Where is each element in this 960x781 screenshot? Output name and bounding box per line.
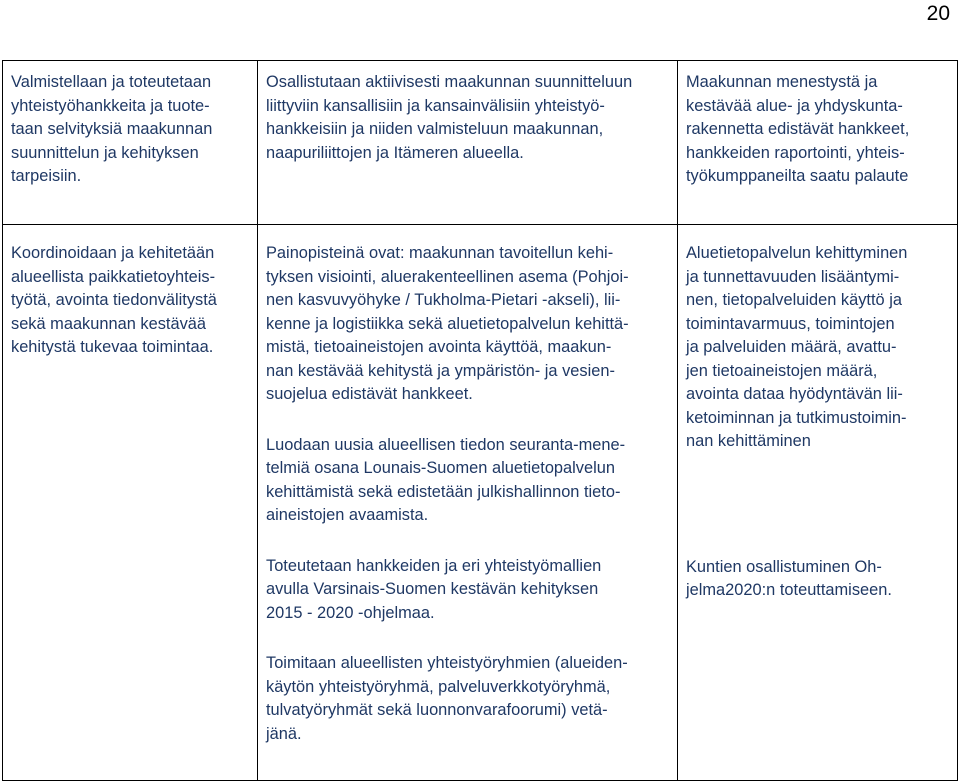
paragraph: Toteutetaan hankkeiden ja eri yhteistyömallien avulla Varsinais-Suomen kestävän kehityksen 2015 - 2020 -ohjelmaa. (266, 556, 602, 622)
page-number: 20 (926, 2, 950, 25)
table-row (3, 61, 958, 225)
paragraph: Painopisteinä ovat: maakunnan tavoitellun kehi- tyksen visiointi, aluerakenteellinen asema (Pohjoi- nen kasvuvyöhyke / Tukholma-Pietari -akseli), lii- kenne ja logistiikka sekä aluetietopalvelun kehittä- mistä, tietoaineistojen avointa käyttöä, maakun- nan kestävää kehitystä ja ympäristön- ja vesien- suojelua edistävät hankkeet. (266, 244, 629, 403)
table-cell-goal (3, 225, 258, 781)
cell-text: Osallistutaan aktiivisesti maakunnan suunnitteluun liittyviin kansallisiin ja kansainvälisiin yhteistyö- hankkeisiin ja niiden valmisteluun maakunnan, naapuriliittojen ja Itämeren alueella. (266, 73, 633, 162)
paragraph: Luodaan uusia alueellisen tiedon seuranta-mene- telmiä osana Lounais-Suomen aluetietopalvelun kehittämistä sekä edistetään julkishallinnon tieto- aineistojen avaamista. (266, 435, 626, 524)
table-row (3, 225, 958, 781)
paragraph: Toimitaan alueellisten yhteistyöryhmien (alueiden- käytön yhteistyöryhmä, palveluverkkotyöryhmä, tulvatyöryhmät sekä luonnonvarafoorumi) vetä- jänä. (266, 654, 628, 743)
cell-text: Maakunnan menestystä ja kestävää alue- ja yhdyskunta- rakennetta edistävät hankkeet, hankkeiden raportointi, yhteis- työkumppaneilta saatu palaute (686, 73, 910, 185)
cell-text: Valmistellaan ja toteutetaan yhteistyöhankkeita ja tuote- taan selvityksiä maakunnan suunnittelun ja kehityksen tarpeisiin. (11, 73, 213, 185)
table-cell-goal (3, 61, 258, 225)
cell-text: Koordinoidaan ja kehitetään alueellista paikkatietoyhteis- työtä, avointa tiedonvälitystä sekä maakunnan kestävää kehitystä tukevaa toimintaa. (11, 244, 217, 356)
table-cell-actions (258, 225, 678, 781)
cell-text: Kuntien osallistuminen Oh- jelma2020:n toteuttamiseen. (686, 557, 892, 599)
table-cell-actions (258, 61, 678, 225)
table-cell-indicators (678, 225, 958, 781)
table-cell-indicators (678, 61, 958, 225)
cell-text: Aluetietopalvelun kehittyminen ja tunnettavuuden lisääntymi- nen, tietopalveluiden käyttö ja toimintavarmuus, toimintojen ja palveluiden määrä, avattu- jen tietoaineistojen määrä, avointa dataa hyödyntävän lii- ketoiminnan ja tutkimustoimin- nan kehittäminen (686, 244, 908, 450)
goals-table (2, 60, 958, 781)
